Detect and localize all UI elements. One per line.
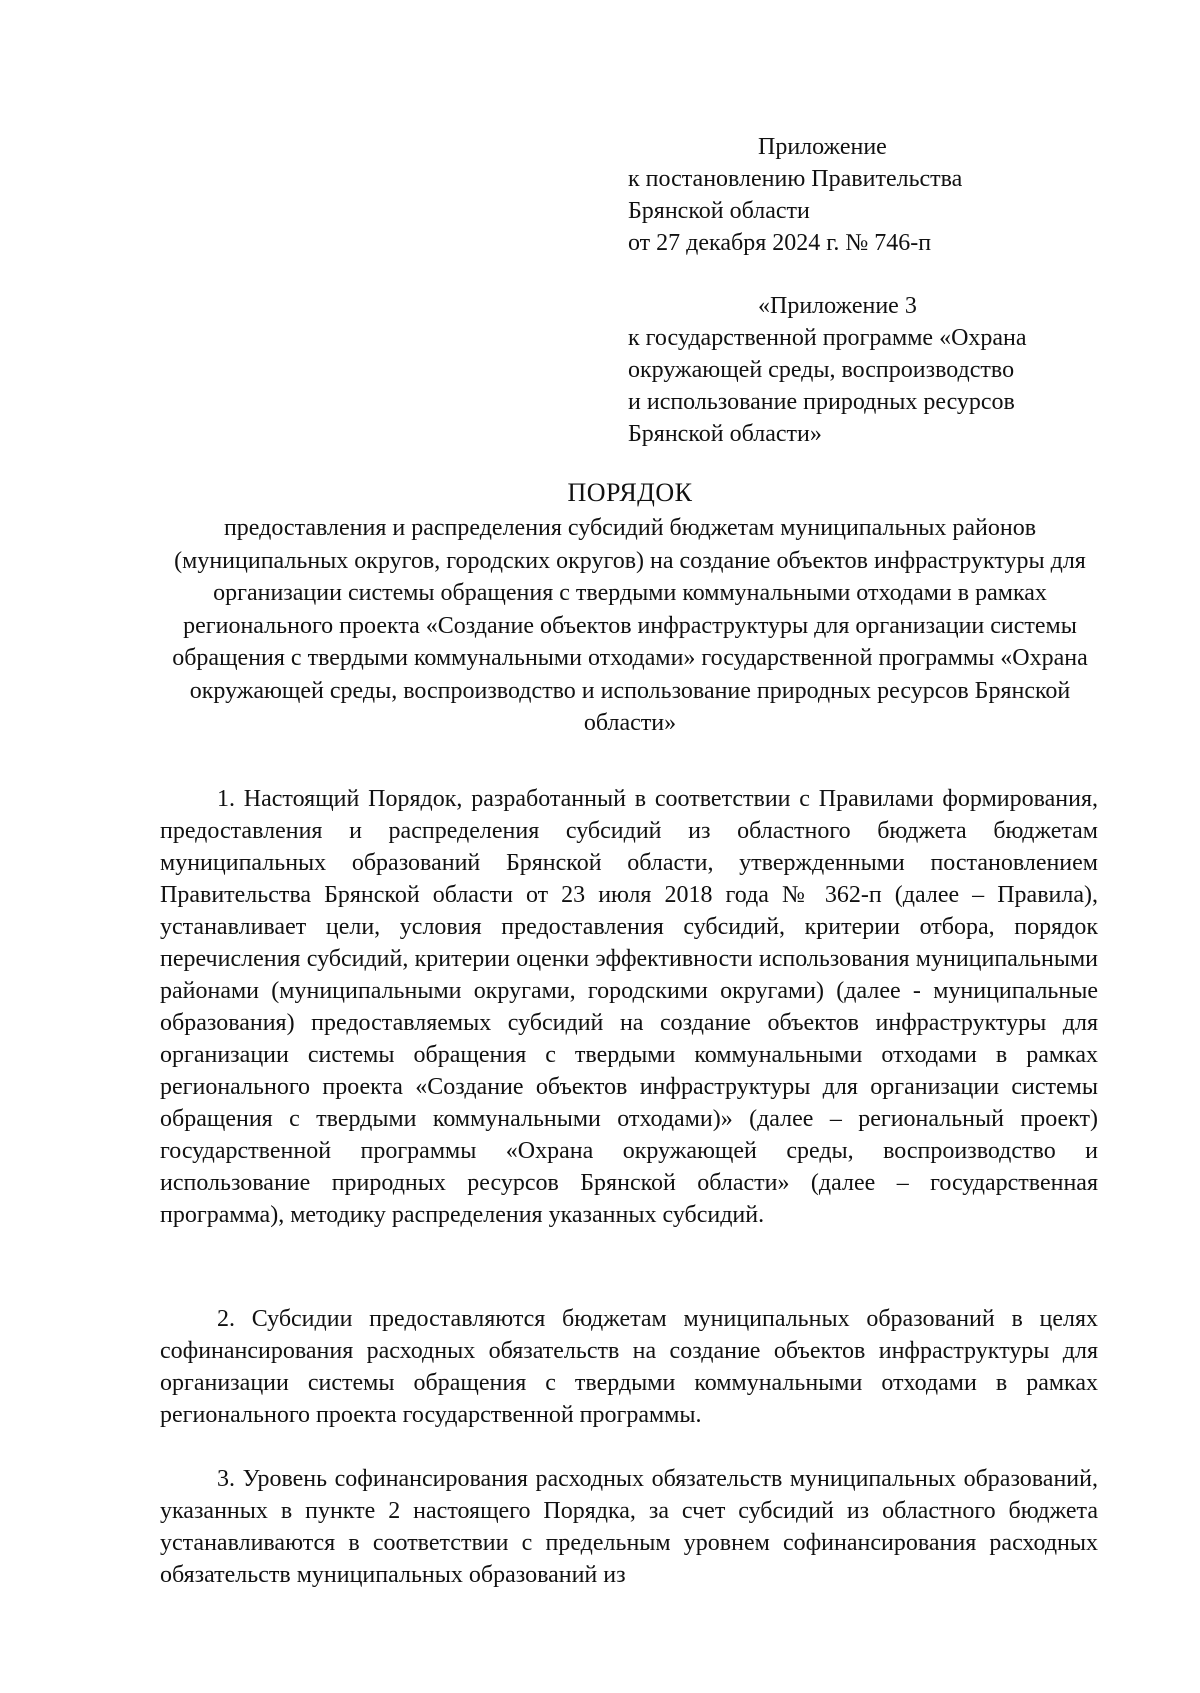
appendix-label: Приложение	[758, 134, 887, 160]
document-subtitle: предоставления и распределения субсидий бюджетам муниципальных районов (муниципальных округов, городских округов) на создание объектов инфраструктуры для организации системы обращения с твердыми коммунальными отходами в рамках регионального проекта «Создание объектов инфраструктуры для организации системы обращения с твердыми коммунальными отходами» государственной программы «Охрана окружающей среды, воспроизводство и использование природных ресурсов Брянской области»	[172, 515, 1088, 736]
appendix-header	[628, 131, 1098, 259]
program-appendix-line: окружающей среды, воспроизводство	[628, 357, 1015, 383]
program-appendix-line: и использование природных ресурсов	[628, 389, 1015, 415]
paragraph-1: 1. Настоящий Порядок, разработанный в соответствии с Правилами формирования, предоставления и распределения субсидий из областного бюджета бюджетам муниципальных образований Брянской области, утвержденными постановлением Правительства Брянской области от 23 июля 2018 года № 362-п (далее – Правила), устанавливает цели, условия предоставления субсидий, критерии отбора, порядок перечисления субсидий, критерии оценки эффективности использования муниципальными районами (муниципальными округами, городскими округами) (далее - муниципальные образования) предоставляемых субсидий на создание объектов инфраструктуры для организации системы обращения с твердыми коммунальными отходами в рамках регионального проекта «Создание объектов инфраструктуры для организации системы обращения с твердыми коммунальными отходами)» (далее – региональный проект) государственной программы «Охрана окружающей среды, воспроизводство и использование природных ресурсов Брянской области» (далее – государственная программа), методику распределения указанных субсидий.	[160, 786, 1098, 1228]
appendix-date-number: от 27 декабря 2024 г. № 746-п	[628, 230, 932, 256]
program-appendix-label: «Приложение 3	[758, 293, 917, 319]
program-appendix-line: к государственной программе «Охрана	[628, 325, 1027, 351]
paragraph-2: 2. Субсидии предоставляются бюджетам муниципальных образований в целях софинансирования расходных обязательств на создание объектов инфраструктуры для организации системы обращения с твердыми коммунальными отходами в рамках регионального проекта государственной программы.	[160, 1306, 1098, 1428]
program-appendix-header	[628, 290, 1098, 450]
paragraph-3: 3. Уровень софинансирования расходных обязательств муниципальных образований, указанных в пункте 2 настоящего Порядка, за счет субсидий из областного бюджета устанавливаются в соответствии с предельным уровнем софинансирования расходных обязательств муниципальных образований из	[160, 1466, 1098, 1588]
appendix-reference: к постановлению Правительства	[628, 166, 963, 192]
appendix-region: Брянской области	[628, 198, 810, 224]
program-appendix-line: Брянской области»	[628, 421, 822, 447]
document-title: ПОРЯДОК	[567, 478, 693, 507]
